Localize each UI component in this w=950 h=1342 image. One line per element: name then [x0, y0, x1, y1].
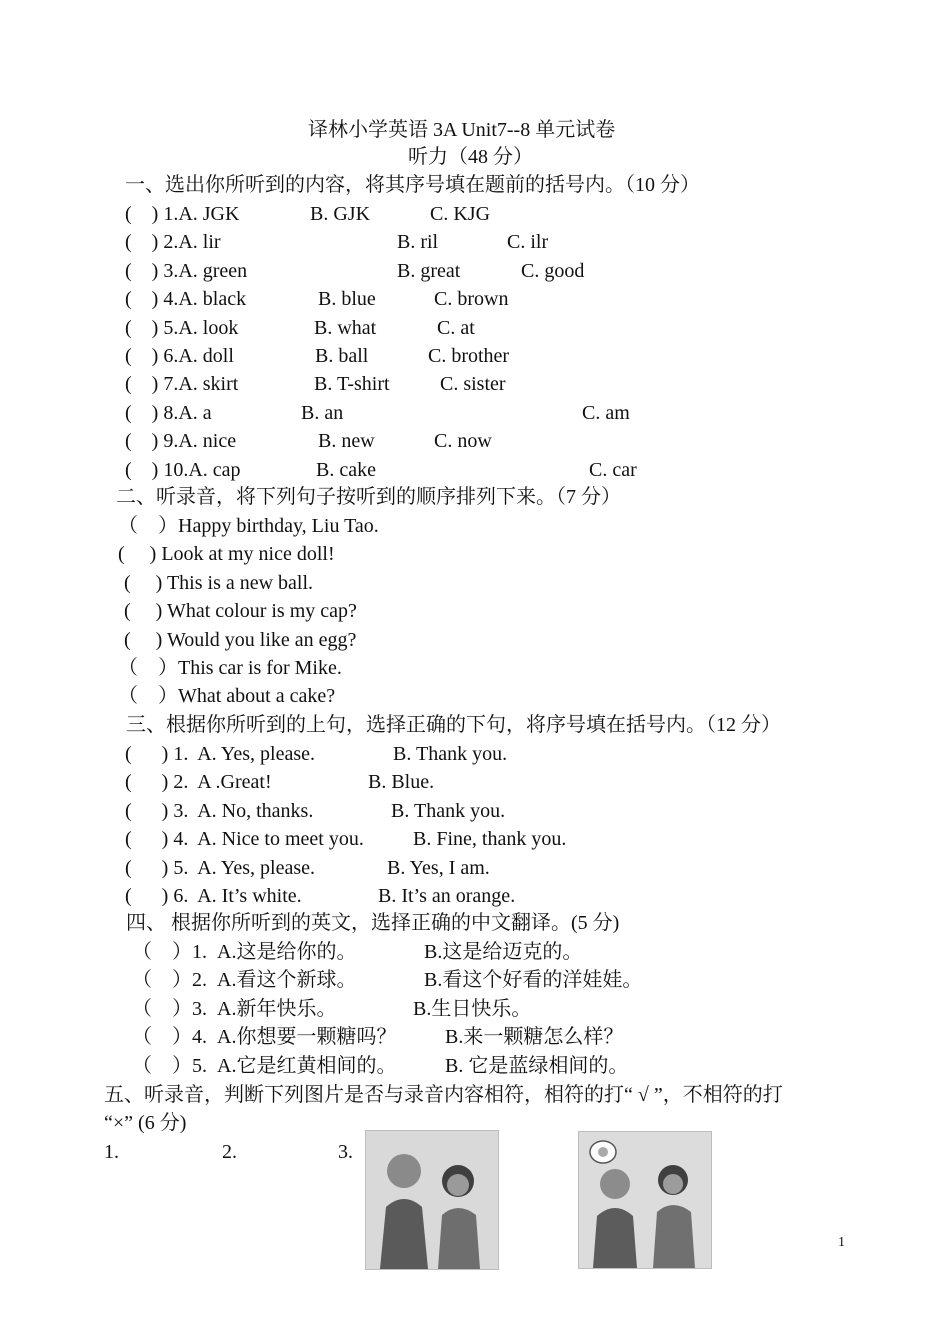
- option-b: B.生日快乐。: [413, 997, 532, 1020]
- option-b: B. ril: [397, 231, 439, 254]
- response-item: ( ) 5. A. Yes, please.: [125, 856, 315, 879]
- option-b: B.来一颗糖怎么样？: [445, 1026, 624, 1049]
- question-item: ( ) 5.A. look: [125, 316, 239, 339]
- question-item: ( ) 7.A. skirt: [125, 373, 239, 396]
- question-item: ( ) 1.A. JGK: [125, 203, 240, 225]
- option-b: B. Yes, I am.: [387, 856, 490, 879]
- page-title: 译林小学英语 3A Unit7--8 单元试卷: [308, 119, 616, 141]
- option-c: C. car: [589, 458, 637, 481]
- option-b: B. It’s an orange.: [378, 885, 516, 907]
- option-b: B. 它是蓝绿相间的。: [445, 1054, 629, 1077]
- option-b: B. cake: [316, 458, 376, 481]
- response-item: ( ) 1. A. Yes, please.: [125, 743, 315, 765]
- translation-item: （ ）5. A.它是红黄相间的。: [132, 1054, 397, 1077]
- section-4-heading: 四、 根据你所听到的英文，选择正确的中文翻译。(5 分): [126, 912, 620, 934]
- option-c: C. now: [434, 430, 492, 453]
- question-item: ( ) 8.A. a: [125, 401, 212, 424]
- ordering-item: ( ) Would you like an egg?: [124, 628, 357, 651]
- translation-item: （ ）1. A.这是给你的。: [132, 941, 357, 963]
- ordering-item: ( ) What colour is my cap?: [124, 600, 357, 623]
- section-1-heading: 一、选出你所听到的内容，将其序号填在题前的括号内。（10 分）: [125, 174, 700, 196]
- option-c: C. sister: [440, 373, 506, 396]
- question-item: ( ) 2.A. lir: [125, 231, 221, 254]
- ordering-item: （ ）What about a cake?: [118, 685, 336, 708]
- question-item: ( ) 9.A. nice: [125, 430, 237, 453]
- option-b: B. great: [397, 259, 461, 282]
- cartoon-picture-1: [365, 1130, 499, 1270]
- option-b: B. T-shirt: [314, 373, 390, 396]
- section-3-heading: 三、根据你所听到的上句，选择正确的下句，将序号填在括号内。（12 分）: [126, 714, 781, 736]
- option-c: C. KJG: [430, 203, 491, 225]
- option-c: C. at: [437, 316, 475, 339]
- section-5-heading-cont: “×” (6 分): [104, 1112, 187, 1134]
- question-item: ( ) 3.A. green: [125, 259, 248, 282]
- ordering-item: ( ) This is a new ball.: [124, 571, 314, 594]
- ordering-item: （ ）This car is for Mike.: [118, 657, 342, 679]
- option-c: C. ilr: [507, 231, 549, 254]
- section-5-heading: 五、听录音，判断下列图片是否与录音内容相符，相符的打“ √ ”，不相符的打: [104, 1084, 783, 1106]
- option-b: B. new: [318, 430, 375, 453]
- option-c: C. good: [521, 259, 585, 282]
- response-item: ( ) 4. A. Nice to meet you.: [125, 828, 364, 851]
- option-b: B. what: [314, 316, 377, 339]
- option-b: B. Thank you.: [391, 799, 506, 822]
- question-item: ( ) 10.A. cap: [125, 458, 241, 481]
- option-b: B. Fine, thank you.: [413, 828, 567, 851]
- option-c: C. brother: [428, 345, 510, 367]
- page-subtitle: 听力（48 分）: [408, 146, 533, 168]
- ordering-item: （ ）Happy birthday, Liu Tao.: [118, 515, 379, 537]
- response-item: ( ) 3. A. No, thanks.: [125, 799, 314, 822]
- response-item: ( ) 2. A .Great!: [125, 771, 272, 794]
- section-2-heading: 二、听录音，将下列句子按听到的顺序排列下来。（7 分）: [116, 486, 621, 508]
- option-b: B. blue: [318, 288, 376, 311]
- response-item: ( ) 6. A. It’s white.: [125, 885, 302, 907]
- option-c: C. brown: [434, 288, 509, 311]
- option-c: C. am: [582, 401, 630, 424]
- question-item: ( ) 4.A. black: [125, 288, 247, 311]
- picture-label-2: 2.: [222, 1141, 237, 1163]
- picture-label-1: 1.: [104, 1141, 119, 1163]
- option-b: B.这是给迈克的。: [424, 941, 583, 963]
- translation-item: （ ）3. A.新年快乐。: [132, 997, 337, 1020]
- page-number: 1: [838, 1235, 845, 1250]
- question-item: ( ) 6.A. doll: [125, 345, 234, 367]
- ordering-item: ( ) Look at my nice doll!: [118, 543, 335, 566]
- option-b: B. Blue.: [368, 771, 435, 794]
- picture-label-3: 3.: [338, 1141, 353, 1163]
- translation-item: （ ）2. A.看这个新球。: [132, 969, 357, 992]
- cartoon-picture-2: [578, 1131, 712, 1269]
- option-b: B. Thank you.: [393, 743, 508, 765]
- option-b: B. GJK: [310, 203, 371, 225]
- translation-item: （ ）4. A.你想要一颗糖吗？: [132, 1026, 397, 1049]
- option-b: B. an: [301, 401, 344, 424]
- option-b: B.看这个好看的洋娃娃。: [424, 969, 643, 992]
- option-b: B. ball: [315, 345, 369, 367]
